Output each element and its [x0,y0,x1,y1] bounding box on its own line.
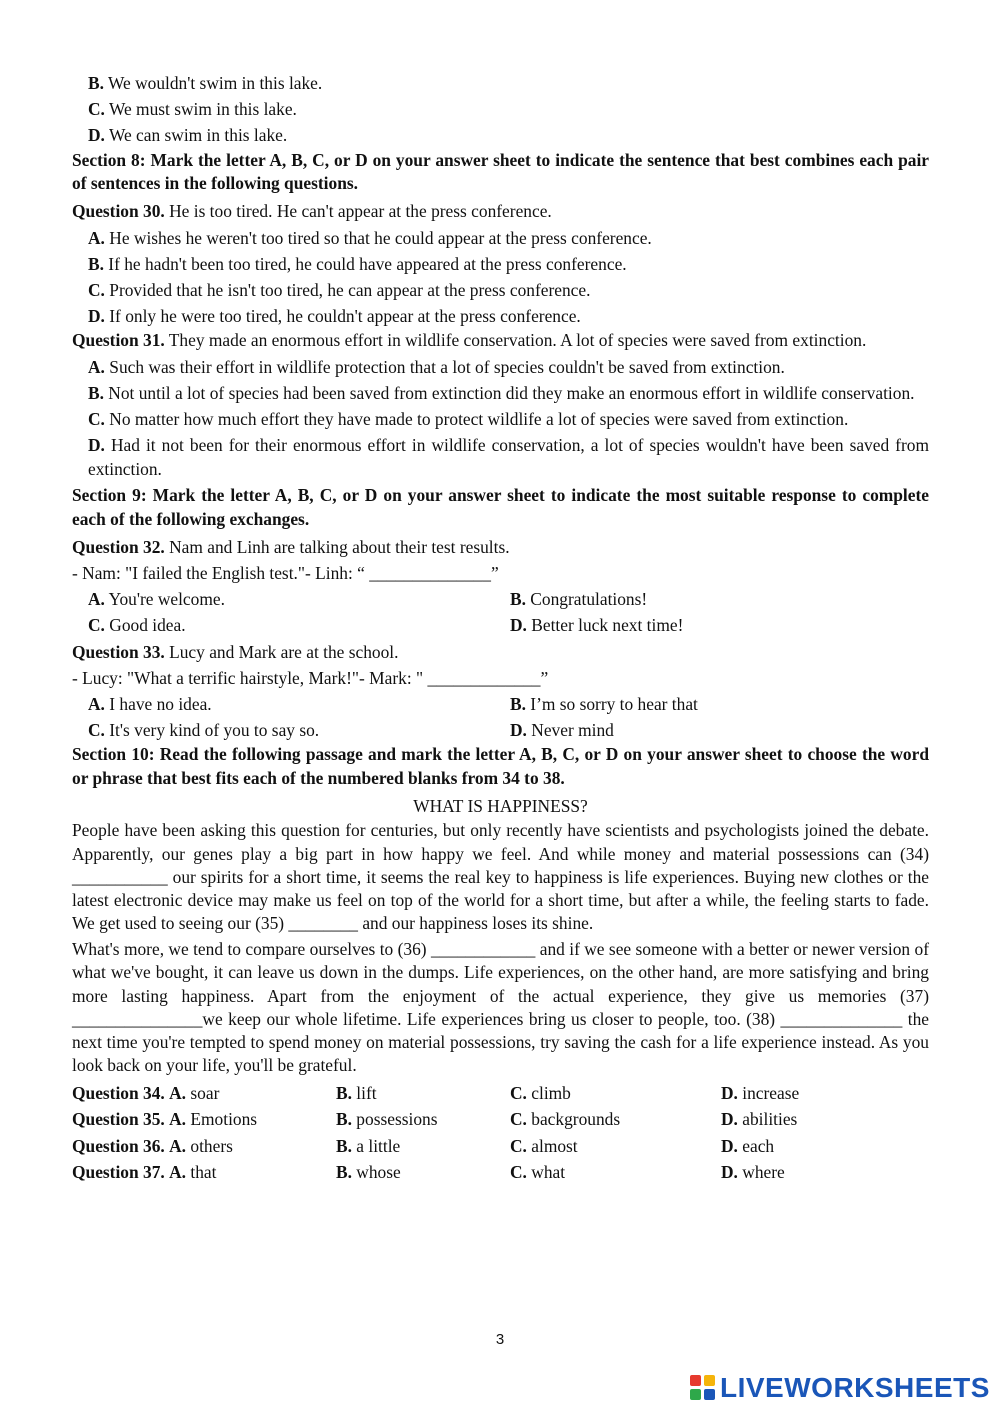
option-letter: D. [510,615,527,636]
passage-paragraph-2: What's more, we tend to compare ourselves to (36) ____________ and if we see someone with a better or newer version of what we've bought, it can leave us down in the dumps. Life experiences, on the other hand, are more satisfying and bring more lasting happiness. Apart from the enjoyment of the actual experience, they give us memories (37) _______________we keep our whole lifetime. Life experiences bring us closer to people, too. (38) ______________ the next time you're tempted to spend money on material possessions, try saving the cash for a life experience instead. As you look back on your life, you'll be grateful. [72,939,929,1076]
option-text: It's very kind of you to say so. [104,720,320,741]
page-number: 3 [495,1331,505,1348]
answer-cell-b [336,1106,510,1132]
option-letter: C. [88,408,105,429]
q30-option-d [72,303,929,329]
question-label: Question 37. [72,1161,165,1182]
option-letter: C. [510,1135,527,1156]
answer-cell-c [510,1133,721,1159]
option-text: lift [351,1083,377,1104]
option-text: I’m so sorry to hear that [525,693,698,714]
answer-cell-c [510,1159,721,1185]
option-text: that [186,1161,217,1182]
option-letter: B. [510,693,526,714]
q33-dialogue: - Lucy: "What a terrific hairstyle, Mark!"- Mark: " _____________” [72,667,549,688]
q36-row [72,1133,929,1159]
option-text: increase [737,1083,800,1104]
q33-stem [72,639,929,665]
option-letter: A. [169,1135,187,1156]
brand-wordmark: LIVEWORKSHEETS [720,1372,990,1403]
option-letter: A. [88,227,105,248]
option-text: You're welcome. [104,589,225,610]
worksheet-page [72,70,929,1185]
answer-cell-a [72,1133,336,1159]
q30-option-c [72,277,929,303]
q32-options-row-2 [72,612,929,638]
answer-cell-b [336,1159,510,1185]
option-text: Never mind [526,720,614,741]
question-label: Question 32. [72,536,165,557]
answer-cell-a [72,1159,336,1185]
option-letter: B. [510,589,526,610]
question-label: Question 35. [72,1109,165,1130]
answer-cell-d [721,1159,921,1185]
question-text: Nam and Linh are talking about their test results. [164,536,510,557]
option-letter: B. [336,1083,352,1104]
q29-option-b [72,70,929,96]
q31-option-b [72,382,929,406]
option-letter: D. [721,1083,738,1104]
q29-option-d [72,122,929,148]
option-text: Provided that he isn't too tired, he can appear at the press conference. [104,280,591,300]
question-text: Lucy and Mark are at the school. [164,641,399,662]
option-letter: B. [88,382,104,403]
q34-row [72,1080,929,1106]
option-letter: A. [169,1109,187,1130]
q32-dialogue: - Nam: "I failed the English test."- Linh: “ ______________” [72,562,499,583]
logo-grid-icon [690,1375,716,1401]
option-letter: D. [88,125,105,146]
section-9-heading: Section 9: Mark the letter A, B, C, or D on your answer sheet to indicate the most suitable response to complete each of the following exchanges. [72,484,929,529]
option-text: Congratulations! [525,589,648,610]
q30-stem [72,198,929,224]
q31-stem [72,329,929,353]
answer-cell-c [510,1080,721,1106]
answer-cell-a [72,1080,336,1106]
option-letter: D. [88,306,105,327]
answer-cell-b [336,1133,510,1159]
q29-option-c [72,96,929,122]
option-letter: B. [88,73,104,93]
question-label: Question 30. [72,201,165,222]
option-letter: A. [88,589,105,610]
q32-options-row-1 [72,586,929,612]
option-text: whose [351,1161,401,1182]
option-letter: A. [88,693,105,714]
option-letter: B. [336,1109,352,1130]
answer-cell-c [510,1106,721,1132]
option-letter: C. [510,1083,527,1104]
q31-option-d [72,434,929,481]
q32-option-d [510,612,683,638]
option-text: Good idea. [104,615,186,636]
option-letter: D. [721,1135,738,1156]
option-text: almost [526,1135,578,1156]
option-text: a little [351,1135,401,1156]
q37-row [72,1159,929,1185]
option-text: others [186,1135,233,1156]
option-text: He wishes he weren't too tired so that he could appear at the press conference. [104,227,652,248]
option-letter: C. [88,720,105,741]
section-8-heading: Section 8: Mark the letter A, B, C, or D on your answer sheet to indicate the sentence that best combines each pair of sentences in the following questions. [72,149,929,194]
option-text: Better luck next time! [526,615,684,636]
passage-title: WHAT IS HAPPINESS? [413,796,588,817]
option-text: backgrounds [526,1109,621,1130]
option-letter: D. [88,435,105,456]
question-label: Question 34. [72,1083,165,1104]
q30-option-b [72,251,929,277]
q33-options-row-2 [72,717,929,743]
answer-cell-a [72,1106,336,1132]
option-letter: C. [88,615,105,636]
option-text: No matter how much effort they have made to protect wildlife a lot of species were saved from extinction. [104,408,849,429]
option-letter: D. [510,720,527,741]
option-text: where [737,1161,785,1182]
option-letter: C. [88,280,105,300]
q31-option-c [72,408,929,432]
question-label: Question 36. [72,1135,165,1156]
option-text: climb [526,1083,571,1104]
option-letter: D. [721,1109,738,1130]
question-text: They made an enormous effort in wildlife conservation. A lot of species were saved from extinction. [164,330,867,351]
option-letter: B. [336,1135,352,1156]
option-letter: A. [88,356,105,377]
option-letter: A. [169,1161,187,1182]
section-10-heading: Section 10: Read the following passage and mark the letter A, B, C, or D on your answer sheet to choose the word or phrase that best fits each of the numbered blanks from 34 to 38. [72,744,929,788]
q32-option-c [88,612,510,638]
q33-option-c [88,717,510,743]
passage-paragraph-1: People have been asking this question for centuries, but only recently have scientists and psychologists joined the debate. Apparently, our genes play a big part in how happy we feel. And while money and material possessions can (34) ___________ our spirits for a short time, it seems the real key to happiness is life experiences. Buying new clothes or the latest electronic device may make us feel on top of the world for a short time, but after a while, the feeling starts to fade. We get used to seeing our (35) ________ and our happiness loses its shine. [72,820,929,934]
option-letter: B. [88,253,104,274]
option-text: each [737,1135,775,1156]
option-text: If he hadn't been too tired, he could have appeared at the press conference. [103,253,627,274]
q35-row [72,1106,929,1132]
option-letter: C. [510,1161,527,1182]
answer-cell-d [721,1080,921,1106]
q33-options-row-1 [72,691,929,717]
option-text: We must swim in this lake. [104,99,297,120]
option-text: Had it not been for their enormous effort in wildlife conservation, a lot of species wouldn't have been saved from extinction. [88,435,929,479]
question-text: He is too tired. He can't appear at the press conference. [164,201,552,222]
q32-option-b [510,586,647,612]
answer-cell-b [336,1080,510,1106]
q33-option-a [88,691,510,717]
option-letter: D. [721,1161,738,1182]
q31-option-a [72,356,929,380]
option-text: We wouldn't swim in this lake. [103,73,323,93]
option-letter: C. [510,1109,527,1130]
liveworksheets-logo[interactable] [690,1372,990,1404]
option-letter: B. [336,1161,352,1182]
option-text: If only he were too tired, he couldn't appear at the press conference. [104,306,581,327]
option-text: soar [186,1083,220,1104]
question-label: Question 33. [72,641,165,662]
answer-cell-d [721,1133,921,1159]
option-text: possessions [351,1109,438,1130]
option-text: abilities [737,1109,798,1130]
q32-stem [72,534,929,560]
option-text: Not until a lot of species had been saved from extinction did they make an enormous effort in wildlife conservation. [103,382,915,403]
option-text: Such was their effort in wildlife protection that a lot of species couldn't be saved from extinction. [104,356,785,377]
option-text: We can swim in this lake. [104,125,288,146]
answer-cell-d [721,1106,921,1132]
q33-option-b [510,691,698,717]
option-letter: C. [88,99,105,120]
q30-option-a [72,225,929,251]
q33-option-d [510,717,614,743]
option-text: I have no idea. [104,693,212,714]
question-label: Question 31. [72,330,165,351]
option-text: Emotions [186,1109,258,1130]
q32-option-a [88,586,510,612]
option-letter: A. [169,1083,187,1104]
option-text: what [526,1161,566,1182]
